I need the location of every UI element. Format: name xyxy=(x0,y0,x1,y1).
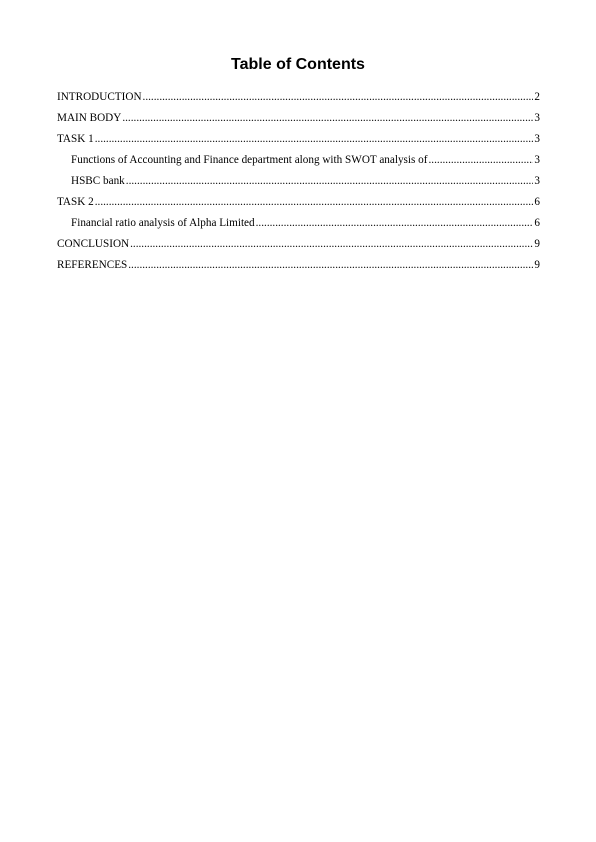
toc-entry-conclusion[interactable] xyxy=(57,236,540,257)
toc-page-number: 9 xyxy=(534,238,540,250)
toc-dot-leader xyxy=(143,89,534,105)
toc-entry-hsbc-bank[interactable] xyxy=(57,173,540,194)
toc-entry-text: CONCLUSION xyxy=(57,238,130,250)
toc-page-number: 3 xyxy=(534,112,540,124)
toc-entry-task-1[interactable] xyxy=(57,131,540,152)
toc-entry-text: TASK 1 xyxy=(57,133,94,145)
toc-entry-functions-accounting[interactable] xyxy=(57,152,540,173)
toc-page-number: 2 xyxy=(534,91,540,103)
toc-entry-text: MAIN BODY xyxy=(57,112,122,124)
toc-dot-leader xyxy=(126,173,534,189)
toc-page-number: 3 xyxy=(534,175,540,187)
toc-entry-text: INTRODUCTION xyxy=(57,91,142,103)
toc-dot-leader xyxy=(128,257,533,273)
toc-dot-leader xyxy=(429,152,534,168)
toc-entry-task-2[interactable] xyxy=(57,194,540,215)
toc-entry-financial-ratio[interactable] xyxy=(57,215,540,236)
toc-dot-leader xyxy=(130,236,533,252)
toc-entry-main-body[interactable] xyxy=(57,110,540,131)
toc-page-number: 6 xyxy=(534,217,540,229)
toc-page-number: 3 xyxy=(534,154,540,166)
toc-entry-references[interactable] xyxy=(57,257,540,278)
toc-entry-text: REFERENCES xyxy=(57,259,128,271)
toc-entry-text: HSBC bank xyxy=(71,175,125,187)
toc-page-number: 9 xyxy=(534,259,540,271)
toc-dot-leader xyxy=(256,215,534,231)
toc-title: Table of Contents xyxy=(231,56,365,73)
toc-list xyxy=(57,89,540,278)
toc-dot-leader xyxy=(122,110,533,126)
toc-entry-text: Financial ratio analysis of Alpha Limited xyxy=(71,217,255,229)
toc-entry-text: Functions of Accounting and Finance department along with SWOT analysis of xyxy=(71,154,428,166)
toc-dot-leader xyxy=(95,194,534,210)
toc-entry-introduction[interactable] xyxy=(57,89,540,110)
toc-page-number: 6 xyxy=(534,196,540,208)
toc-page-number: 3 xyxy=(534,133,540,145)
toc-dot-leader xyxy=(95,131,534,147)
toc-entry-text: TASK 2 xyxy=(57,196,94,208)
